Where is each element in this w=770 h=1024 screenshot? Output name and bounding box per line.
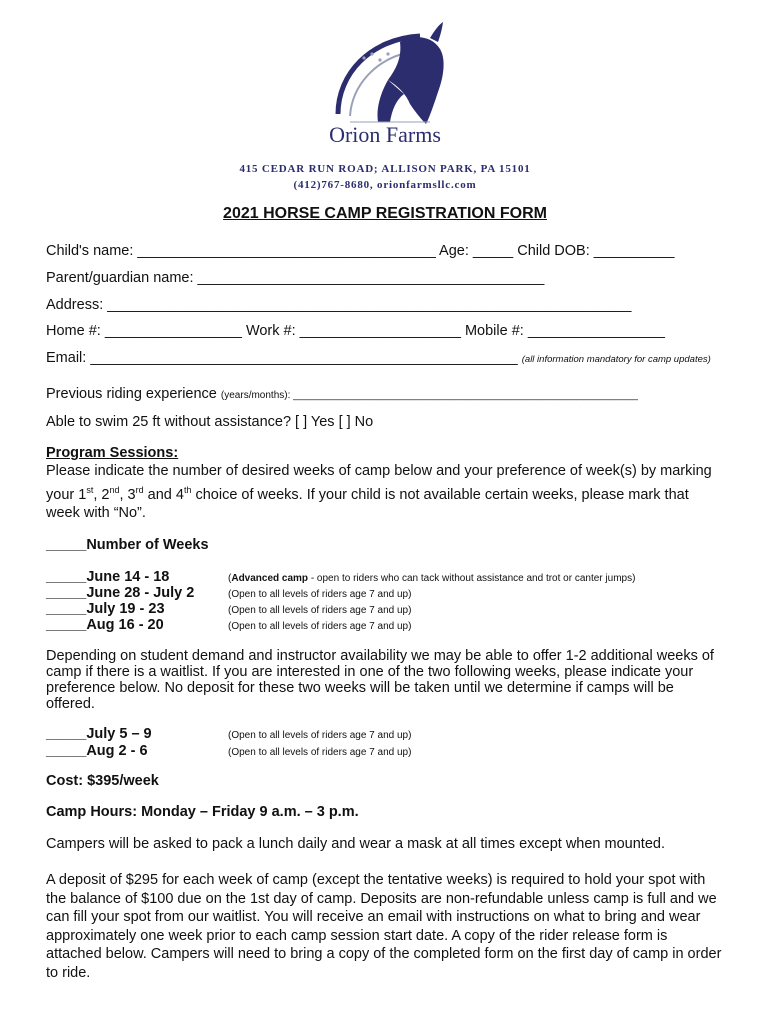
lunch-line: Campers will be asked to pack a lunch daily and wear a mask at all times except when mounted. — [46, 836, 665, 852]
email-note: (all information mandatory for camp updates) — [521, 354, 711, 365]
session-aug-2[interactable]: _____Aug 2 - 6 — [46, 743, 148, 759]
cost-line: Cost: $395/week — [46, 773, 159, 789]
session-note: (Open to all levels of riders age 7 and up) — [228, 730, 412, 741]
experience-label: Previous riding experience — [46, 386, 217, 402]
session-note: (Open to all levels of riders age 7 and up) — [228, 621, 412, 632]
waitlist-paragraph: Depending on student demand and instructor availability we may be able to offer 1-2 additional weeks of camp if there is a waitlist. If you are interested in one of the two following weeks, please indicate your preference below. No deposit for these two weeks will be taken until we determine if camps will be offered. — [46, 648, 714, 712]
session-note: (Open to all levels of riders age 7 and up) — [228, 589, 412, 600]
email-row — [46, 350, 711, 366]
page-title: 2021 HORSE CAMP REGISTRATION FORM — [223, 205, 547, 222]
phone-fields[interactable]: Home #: _________________ Work #: ____________________ Mobile #: _________________ — [46, 323, 665, 339]
contact-line: (412)767-8680, orionfarmsllc.com — [293, 179, 477, 191]
address-field[interactable]: Address: _________________________________________________________________ — [46, 297, 632, 313]
session-june-28[interactable]: _____June 28 - July 2 — [46, 585, 195, 601]
hours-line: Camp Hours: Monday – Friday 9 a.m. – 3 p.m. — [46, 804, 359, 820]
session-july-19[interactable]: _____July 19 - 23 — [46, 601, 165, 617]
address-line: 415 CEDAR RUN ROAD; ALLISON PARK, PA 15101 — [239, 163, 531, 175]
program-intro: Please indicate the number of desired weeks of camp below and your preference of week(s) by marking your 1st, 2nd, 3rd and 4th choice of weeks. If your child is not available certain weeks, please mark that week with “No”. — [46, 463, 712, 521]
program-heading: Program Sessions: — [46, 445, 179, 461]
number-of-weeks-field[interactable]: _____Number of Weeks — [46, 537, 209, 553]
experience-field[interactable]: (years/months): ______________________________________________________________ — [220, 390, 638, 401]
parent-name-field[interactable]: Parent/guardian name: ___________________________________________ — [46, 270, 545, 286]
orion-farms-logo — [280, 14, 490, 164]
session-note: (Advanced camp - open to riders who can tack without assistance and trot or canter jumps) — [228, 573, 636, 584]
session-june-14[interactable]: _____June 14 - 18 — [46, 569, 170, 585]
swim-question[interactable]: Able to swim 25 ft without assistance? [ ] Yes [ ] No — [46, 414, 374, 430]
email-field[interactable]: Email: _____________________________________________________ — [46, 350, 518, 366]
session-note: (Open to all levels of riders age 7 and up) — [228, 605, 412, 616]
experience-row — [46, 386, 638, 402]
session-note: (Open to all levels of riders age 7 and up) — [228, 747, 412, 758]
horse-head-logo-icon — [280, 14, 490, 164]
brand-text: Orion Farms — [329, 122, 441, 147]
session-aug-16[interactable]: _____Aug 16 - 20 — [46, 617, 164, 633]
child-name-field[interactable]: Child's name: _____________________________________ Age: _____ Child DOB: __________ — [46, 243, 675, 259]
deposit-paragraph: A deposit of $295 for each week of camp (except the tentative weeks) is required to hold your spot with the balance of $100 due on the 1st day of camp. Deposits are non-refundable unless camp is full and we can fill your spot from our waitlist. You will receive an email with instructions on what to bring and wear approximately one week prior to each camp session start date. A copy of the rider release form is attached below. Campers will need to bring a copy of the completed form on the first day of camp in order to ride. — [46, 872, 722, 981]
session-july-5[interactable]: _____July 5 – 9 — [46, 726, 152, 742]
